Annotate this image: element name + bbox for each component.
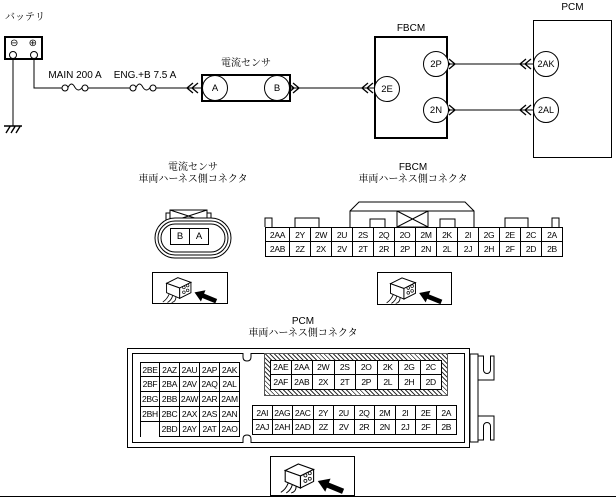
fuse-engb-icon	[130, 84, 156, 91]
fbcm-pin-cell: 2Q	[374, 227, 395, 242]
fbcm-connector-housing	[263, 197, 565, 227]
pcm-left-pin-cell: 2AR	[200, 392, 220, 407]
fbcm-pin-cell: 2G	[479, 227, 500, 242]
pcm-left-pin-cell: 2BC	[160, 407, 180, 422]
pcm-left-pin-cell: 2BG	[140, 392, 160, 407]
fbcm-pin-cell: 2U	[332, 227, 353, 242]
pcm-right-bottom-pin-cell: 2AI	[252, 405, 273, 420]
pcm-left-pin-cell: 2BH	[140, 407, 160, 422]
pcm-right-bottom-pin-cell: 2R	[355, 420, 376, 435]
pcm-left-pin-cell: 2AX	[180, 407, 200, 422]
fbcm-pin-cell: 2K	[437, 227, 458, 242]
pcm-left-pin-cell: 2AZ	[160, 362, 180, 377]
pcm-right-bottom-pin-cell: 2Z	[314, 420, 335, 435]
sensor-terminal-b: B	[264, 75, 290, 101]
pcm-left-pin-cell: 2AN	[220, 407, 240, 422]
pcm-left-pin-cell: 2AL	[220, 377, 240, 392]
pcm-label: PCM	[561, 2, 584, 13]
sensor-terminal-a: A	[202, 75, 228, 101]
pcm-right-top-pin-cell: 2AB	[292, 375, 314, 390]
pcm-right-top-pin-cell: 2AA	[292, 360, 314, 375]
fbcm-pin-cell: 2O	[395, 227, 416, 242]
pcm-right-bottom-pin-cell: 2F	[416, 420, 437, 435]
fbcm-pin-cell: 2T	[353, 242, 374, 257]
pcm-left-pin-cell: 2AU	[180, 362, 200, 377]
pcm-right-top-pin-cell: 2P	[356, 375, 378, 390]
fbcm-pin-cell: 2L	[437, 242, 458, 257]
pcm-left-pin-cell: 2AO	[220, 422, 240, 437]
pcm-right-top-pin-cell: 2C	[421, 360, 443, 375]
pcm-right-top-pin-cell: 2D	[421, 375, 443, 390]
battery-plus-symbol: ⊕	[28, 38, 37, 49]
pcm-right-top-pin-cell: 2S	[335, 360, 357, 375]
pcm-left-pin-cell: 2BE	[140, 362, 160, 377]
pcm-left-pin-grid	[140, 362, 240, 437]
pcm-right-bottom-pin-cell: 2AD	[293, 420, 314, 435]
fbcm-pin-cell: 2V	[332, 242, 353, 257]
pcm-terminal-2ak: 2AK	[533, 51, 559, 77]
pcm-connector-title-line2: 車両ハーネス側コネクタ	[248, 328, 358, 339]
fbcm-terminal-2n: 2N	[423, 97, 449, 123]
sensor-pin-b: B	[170, 228, 190, 245]
fuse-engb-label: ENG.+B 7.5 A	[113, 70, 177, 81]
fbcm-pin-cell: 2Z	[290, 242, 311, 257]
pcm-connector-title-line1: PCM	[291, 316, 315, 327]
pcm-box	[533, 20, 612, 158]
pcm-right-top-pin-cell: 2T	[335, 375, 357, 390]
pcm-right-top-pin-cell: 2L	[378, 375, 400, 390]
pcm-right-bottom-pin-cell: 2AG	[273, 405, 294, 420]
pcm-right-bottom-pin-cell: 2M	[375, 405, 396, 420]
pcm-right-top-pin-cell: 2H	[399, 375, 421, 390]
fbcm-pin-cell: 2H	[479, 242, 500, 257]
sensor-pin-a: A	[189, 228, 209, 245]
pcm-left-pin-cell	[140, 422, 160, 437]
pcm-left-pin-cell: 2AQ	[200, 377, 220, 392]
pcm-right-top-pin-cell: 2AE	[270, 360, 292, 375]
pcm-right-bottom-pin-cell: 2AC	[293, 405, 314, 420]
pcm-right-bottom-pin-cell: 2V	[334, 420, 355, 435]
fbcm-label: FBCM	[396, 23, 426, 34]
fbcm-pin-cell: 2M	[416, 227, 437, 242]
pcm-left-pin-cell: 2AK	[220, 362, 240, 377]
pcm-left-pin-cell: 2BD	[160, 422, 180, 437]
fbcm-pin-cell: 2B	[542, 242, 563, 257]
pcm-left-pin-cell: 2AV	[180, 377, 200, 392]
pcm-right-top-pin-cell: 2X	[313, 375, 335, 390]
fbcm-pin-cell: 2S	[353, 227, 374, 242]
fbcm-pin-cell: 2I	[458, 227, 479, 242]
pcm-right-top-pin-grid	[270, 360, 442, 390]
ground-icon	[4, 126, 22, 133]
current-sensor-label: 電流センサ	[221, 58, 271, 69]
fbcm-pin-cell: 2P	[395, 242, 416, 257]
fbcm-connector-title-line1: FBCM	[398, 162, 428, 173]
pcm-right-bottom-pin-cell: 2J	[396, 420, 417, 435]
fbcm-pin-cell: 2F	[500, 242, 521, 257]
pcm-right-top-pin-cell: 2W	[313, 360, 335, 375]
sensor-connector-title-line2: 車両ハーネス側コネクタ	[138, 174, 248, 185]
pcm-left-pin-cell: 2BB	[160, 392, 180, 407]
pcm-left-pin-cell: 2AM	[220, 392, 240, 407]
fbcm-pin-cell: 2A	[542, 227, 563, 242]
pcm-right-bottom-pin-cell: 2AH	[273, 420, 294, 435]
pcm-right-top-pin-cell: 2O	[356, 360, 378, 375]
fbcm-pin-grid	[265, 227, 563, 257]
fuse-main-label: MAIN 200 A	[48, 70, 102, 81]
pcm-left-pin-cell: 2AT	[200, 422, 220, 437]
pcm-terminal-2al: 2AL	[533, 97, 559, 123]
fbcm-pin-cell: 2C	[521, 227, 542, 242]
pcm-right-bottom-pin-cell: 2Q	[355, 405, 376, 420]
fbcm-pin-cell: 2R	[374, 242, 395, 257]
pcm-right-bottom-pin-grid	[252, 405, 457, 435]
fbcm-pin-cell: 2D	[521, 242, 542, 257]
fbcm-pin-cell: 2N	[416, 242, 437, 257]
fbcm-pin-cell: 2AB	[265, 242, 290, 257]
pcm-right-bottom-pin-cell: 2N	[375, 420, 396, 435]
pcm-right-bottom-pin-cell: 2AJ	[252, 420, 273, 435]
pcm-right-bottom-pin-cell: 2I	[396, 405, 417, 420]
fbcm-terminal-2p: 2P	[423, 51, 449, 77]
pcm-right-top-pin-cell: 2AF	[270, 375, 292, 390]
fbcm-connector-title-line2: 車両ハーネス側コネクタ	[358, 174, 468, 185]
fbcm-pin-cell: 2E	[500, 227, 521, 242]
battery-label: バッテリ	[5, 12, 45, 23]
pcm-right-top-pin-cell: 2G	[399, 360, 421, 375]
pcm-right-top-pin-cell: 2K	[378, 360, 400, 375]
fbcm-pin-cell: 2Y	[290, 227, 311, 242]
battery-box	[4, 36, 43, 60]
pcm-left-pin-cell: 2AS	[200, 407, 220, 422]
fbcm-pin-cell: 2X	[311, 242, 332, 257]
pcm-left-pin-cell: 2AP	[200, 362, 220, 377]
pcm-right-bottom-pin-cell: 2Y	[314, 405, 335, 420]
battery-minus-symbol: ⊖	[10, 38, 19, 49]
pcm-left-pin-cell: 2BA	[160, 377, 180, 392]
fbcm-terminal-2e: 2E	[374, 76, 400, 102]
fbcm-pin-cell: 2AA	[265, 227, 290, 242]
fbcm-pin-cell: 2W	[311, 227, 332, 242]
pcm-right-bottom-pin-cell: 2U	[334, 405, 355, 420]
pcm-left-pin-cell: 2AW	[180, 392, 200, 407]
fuse-main-icon	[62, 84, 88, 91]
pcm-right-bottom-pin-cell: 2E	[416, 405, 437, 420]
pcm-right-bottom-pin-cell: 2A	[437, 405, 458, 420]
fbcm-pin-cell: 2J	[458, 242, 479, 257]
sensor-connector-title-line1: 電流センサ	[168, 162, 218, 173]
pcm-left-pin-cell: 2BF	[140, 377, 160, 392]
pcm-left-pin-cell: 2AY	[180, 422, 200, 437]
pcm-right-bottom-pin-cell: 2B	[437, 420, 458, 435]
